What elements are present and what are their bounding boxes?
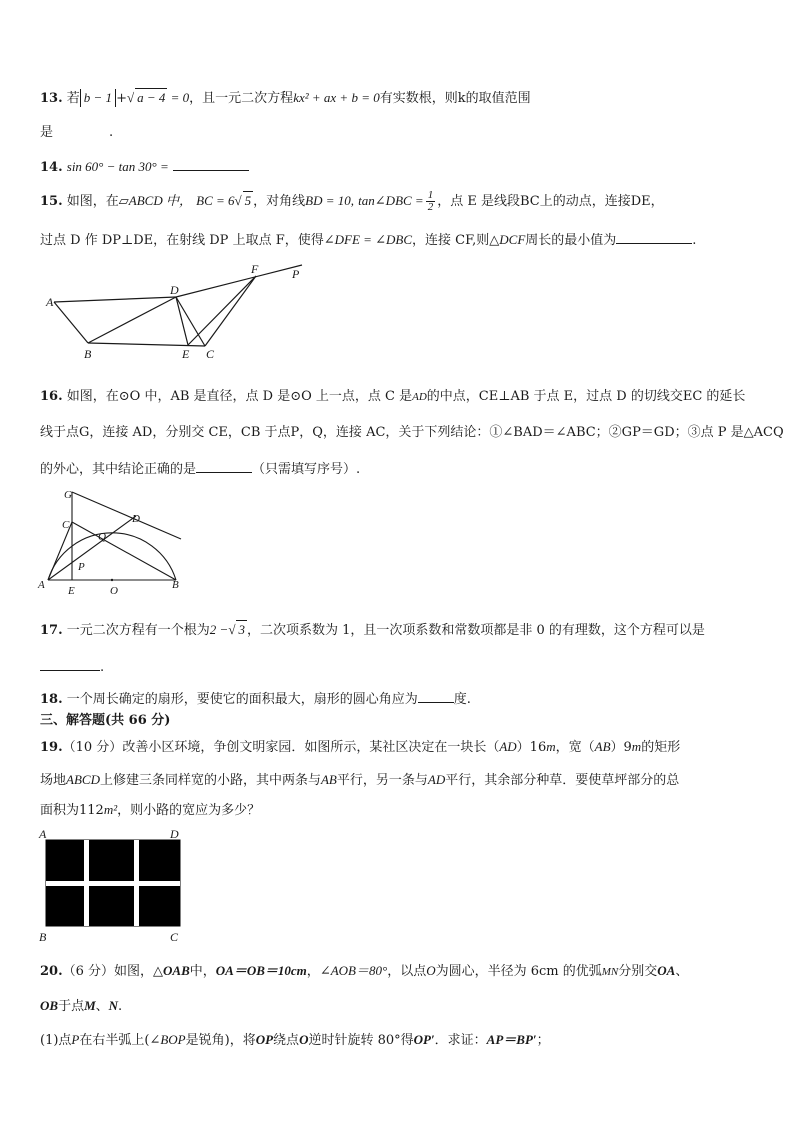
point-label-b: B	[172, 579, 179, 591]
q15-number: 15.	[40, 194, 63, 209]
quadratic-equation: kx² + ax + b = 0	[293, 90, 380, 105]
trig-expression: sin 60° − tan 30° =	[66, 159, 169, 174]
answer-blank[interactable]	[40, 656, 100, 671]
arc-mn-label: MN	[601, 966, 619, 978]
figure-16	[36, 484, 186, 599]
point-label-e: E	[68, 585, 75, 597]
q20-subquestion-1: (1)点P在右半弧上(∠BOP是锐角)，将OP绕点O逆时针旋转 80°得OP′．求证：AP＝BP′；	[40, 1032, 550, 1048]
q18-number: 18.	[40, 692, 63, 707]
q16-line3: 的外心，其中结论正确的是 （只需填写序号）.	[40, 458, 360, 479]
point-label-e: E	[182, 347, 190, 361]
point-label-q: Q	[98, 531, 106, 543]
point-label-o: O	[110, 585, 118, 597]
q18-line: 18. 一个周长确定的扇形，要使它的面积最大，扇形的圆心角应为 度.	[40, 688, 471, 709]
point-label-c: C	[170, 930, 179, 944]
q15-line2: 过点 D 作 DP⊥DE，在射线 DP 上取点 F，使得∠DFE = ∠DBC，连接 CF,则△DCF周长的最小值为 .	[40, 229, 696, 250]
point-label-a: A	[39, 827, 47, 841]
point-label-p: P	[292, 267, 300, 281]
point-label-d: D	[170, 283, 179, 297]
q19-line3: 面积为112m²，则小路的宽应为多少？	[40, 802, 261, 818]
point-label-d: D	[132, 513, 140, 525]
q16-line1: 16. 如图，在⊙O 中，AB 是直径，点 D 是⊙O 上一点，点 C 是AD的中点，CE⊥AB 于点 E，过点 D 的切线交EC 的延长	[40, 389, 746, 404]
q20-line2: OB于点M、N.	[40, 998, 123, 1014]
figure-15	[40, 260, 310, 365]
sqrt-expression: a − 4	[137, 90, 166, 105]
q15-line1: 15. 如图，在▱ABCD 中， BC = 6√ 5 ，对角线BD = 10, tan∠DBC = $\frac{1}{2}$ ，点 E 是线段BC上的动点，连接DE，	[40, 189, 664, 213]
point-label-a: A	[38, 579, 45, 591]
answer-blank[interactable]	[418, 688, 454, 703]
point-label-a: A	[46, 295, 54, 309]
q20-number: 20.	[40, 964, 63, 979]
point-label-d: D	[170, 827, 179, 841]
q14-line	[40, 156, 249, 177]
answer-blank[interactable]	[173, 156, 249, 171]
q17-number: 17.	[40, 623, 63, 638]
arc-ad-label: AD	[412, 391, 427, 403]
point-label-f: F	[251, 262, 259, 276]
point-label-b: B	[84, 347, 92, 361]
q14-number: 14.	[40, 160, 63, 175]
point-label-b: B	[39, 930, 47, 944]
parallelogram-icon: ▱	[118, 194, 129, 209]
point-label-c: C	[206, 347, 215, 361]
figure-19	[36, 826, 186, 946]
q13-number: 13.	[40, 91, 63, 106]
q17-line1: 17. 一元二次方程有一个根为2 −√ 3 ，二次项系数为 1，且一次项系数和常数项都是非 0 的有理数，这个方程可以是	[40, 622, 705, 638]
point-label-g: G	[64, 489, 72, 501]
q13-line1: 13. 若 b − 1 +√ a − 4 = 0，且一元二次方程kx² + ax + b = 0有实数根，则k的取值范围	[40, 90, 531, 106]
section-heading: 三、解答题(共 66 分)	[40, 713, 171, 728]
q19-line1: 19.（10 分）改善小区环境，争创文明家园．如图所示，某社区决定在一块长（AD）16m，宽（AB）9m的矩形	[40, 739, 681, 755]
q17-line2: .	[40, 656, 104, 677]
answer-blank[interactable]	[196, 458, 252, 473]
answer-blank[interactable]	[616, 229, 692, 244]
q13-line2: 是 .	[40, 125, 114, 140]
point-label-p: P	[78, 561, 85, 573]
point-label-c: C	[62, 519, 70, 531]
abs-expression: b − 1	[80, 89, 116, 107]
q16-line2: 线于点G，连接 AD，分别交 CE，CB 于点P，Q，连接 AC，关于下列结论：①∠BAD＝∠ABC；②GP＝GD；③点 P 是△ACQ	[40, 425, 784, 440]
q16-number: 16.	[40, 389, 63, 404]
q19-number: 19.	[40, 740, 63, 755]
fraction-one-half: $\frac{1}{2}$	[427, 189, 434, 213]
q19-line2: 场地ABCD上修建三条同样宽的小路，其中两条与AB平行，另一条与AD平行，其余部分种草．要使草坪部分的总	[40, 772, 680, 788]
q20-line1: 20.（6 分）如图，△OAB中，OA＝OB＝10cm，∠AOB＝80°，以点O为圆心，半径为 6cm 的优弧MN分别交OA、	[40, 963, 689, 979]
